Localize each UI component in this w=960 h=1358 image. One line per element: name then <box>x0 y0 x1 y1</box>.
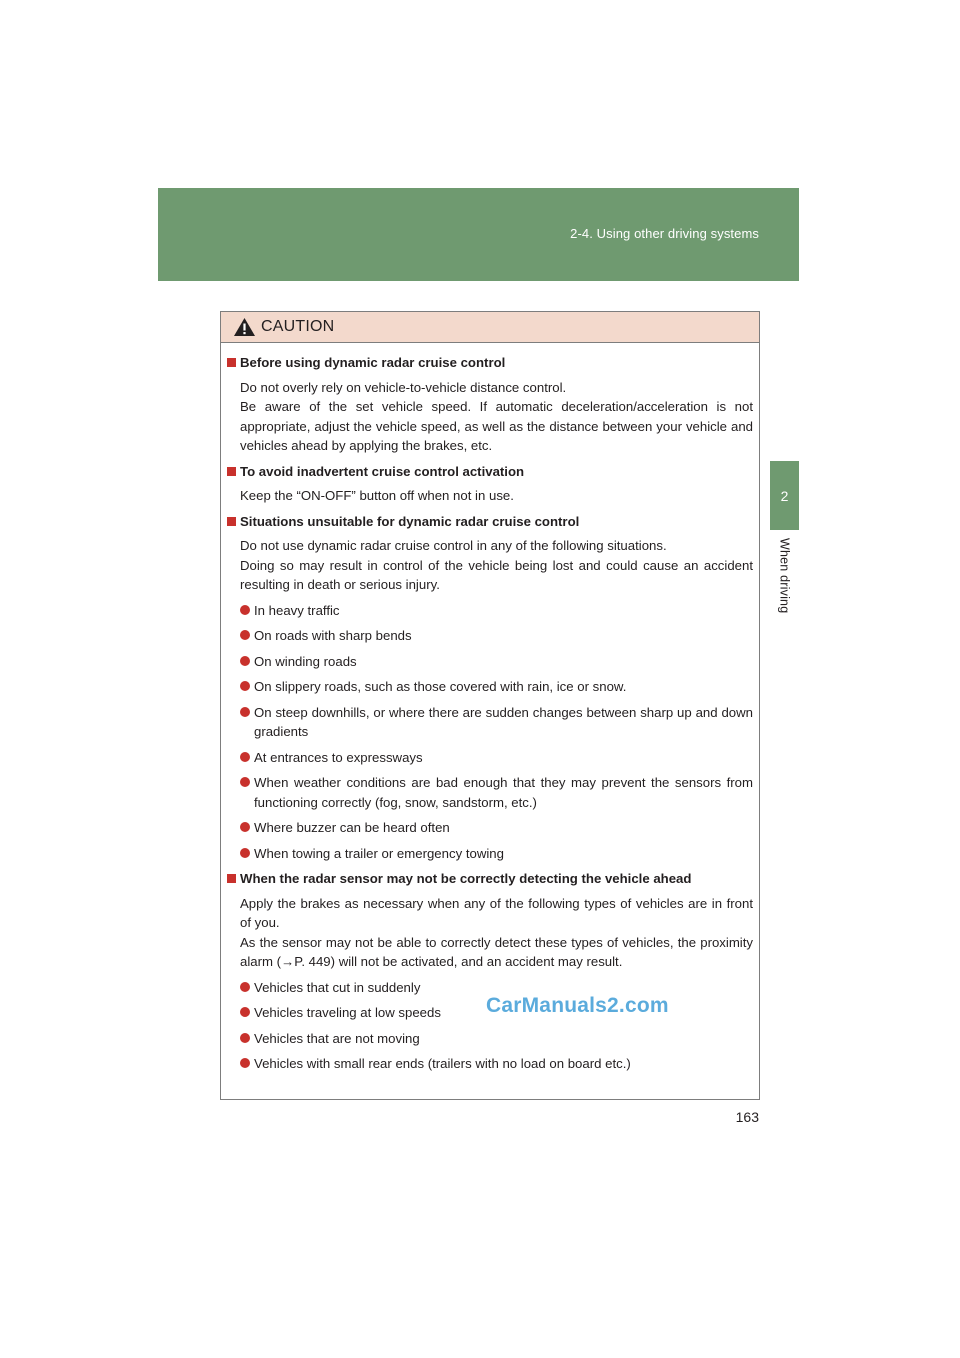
red-dot-icon <box>240 848 250 858</box>
list-item-text: When weather conditions are bad enough that they may prevent the sensors from functioning correctly (fog, snow, sandstorm, etc.) <box>254 775 753 810</box>
paragraph-group <box>227 894 753 972</box>
list-item-text: Vehicles with small rear ends (trailers with no load on board etc.) <box>254 1056 631 1071</box>
list-item-text: On steep downhills, or where there are sudden changes between sharp up and down gradients <box>254 704 753 739</box>
paragraph-group <box>227 536 753 595</box>
section-heading-text: Situations unsuitable for dynamic radar cruise control <box>240 513 580 529</box>
list-item <box>240 818 753 838</box>
list-item <box>240 1054 753 1074</box>
section-heading <box>227 869 753 889</box>
bullet-list <box>240 601 753 864</box>
section-heading-text: When the radar sensor may not be correctly detecting the vehicle ahead <box>240 871 692 886</box>
caution-box <box>220 311 760 1100</box>
caution-body <box>221 343 759 1074</box>
red-square-icon <box>227 874 236 883</box>
red-dot-icon <box>240 656 250 666</box>
list-item <box>240 601 753 621</box>
section-heading-text: Before using dynamic radar cruise control <box>240 355 506 370</box>
section-heading <box>227 462 753 482</box>
list-item <box>240 844 753 864</box>
watermark: CarManuals2.com <box>486 994 669 1017</box>
paragraph: Be aware of the set vehicle speed. If automatic deceleration/acceleration is not appropriate, adjust the vehicle speed, as well as the distance between your vehicle and vehicles ahead by applying the brakes, etc. <box>240 399 753 453</box>
list-item <box>240 652 753 672</box>
red-dot-icon <box>240 630 250 640</box>
list-item <box>240 1029 753 1049</box>
paragraph: Apply the brakes as necessary when any of the following types of vehicles are in front of you. <box>240 895 753 930</box>
chapter-label: When driving <box>777 538 792 614</box>
paragraph: Do not overly rely on vehicle-to-vehicle distance control. <box>240 379 567 395</box>
list-item-text: At entrances to expressways <box>254 749 423 765</box>
paragraph: As the sensor may not be able to correctly detect these types of vehicles, the proximity alarm (→P. 449) will not be activated, and an accident may result. <box>240 934 753 969</box>
list-item <box>240 748 753 768</box>
paragraph: Do not use dynamic radar cruise control in any of the following situations. <box>240 538 667 553</box>
bullet-list <box>240 978 753 1074</box>
list-item <box>240 626 753 646</box>
chapter-tab[interactable] <box>770 461 799 530</box>
red-dot-icon <box>240 707 250 717</box>
list-item-text: On winding roads <box>254 653 357 669</box>
red-dot-icon <box>240 1033 250 1043</box>
paragraph: Doing so may result in control of the vehicle being lost and could cause an accident resulting in death or serious injury. <box>240 557 753 592</box>
red-square-icon <box>227 467 236 476</box>
caution-section <box>227 869 753 1074</box>
section-heading <box>227 353 753 373</box>
caution-header <box>221 312 759 343</box>
section-heading-text: To avoid inadvertent cruise control activation <box>240 463 525 479</box>
list-item <box>240 677 753 697</box>
list-item <box>240 703 753 742</box>
red-square-icon <box>227 358 236 367</box>
caution-section <box>227 512 753 864</box>
warning-triangle-icon <box>233 317 256 337</box>
list-item-text: On roads with sharp bends <box>254 628 412 643</box>
list-item-text: Vehicles that cut in suddenly <box>254 979 421 995</box>
paragraph-group <box>227 486 753 506</box>
paragraph-group <box>227 378 753 456</box>
list-item-text: Vehicles traveling at low speeds <box>254 1005 441 1020</box>
caution-section <box>227 462 753 506</box>
section-title: 2-4. Using other driving systems <box>570 226 759 241</box>
caution-title: CAUTION <box>261 318 335 335</box>
red-dot-icon <box>240 777 250 787</box>
list-item <box>240 773 753 812</box>
red-dot-icon <box>240 605 250 615</box>
red-dot-icon <box>240 681 250 691</box>
red-dot-icon <box>240 982 250 992</box>
red-square-icon <box>227 517 236 526</box>
list-item-text: Where buzzer can be heard often <box>254 820 450 835</box>
chapter-label-container <box>770 538 799 633</box>
list-item-text: In heavy traffic <box>254 602 340 618</box>
list-item-text: On slippery roads, such as those covered with rain, ice or snow. <box>254 679 627 694</box>
chapter-number: 2 <box>780 487 789 504</box>
red-dot-icon <box>240 752 250 762</box>
list-item-text: When towing a trailer or emergency towing <box>254 845 504 861</box>
red-dot-icon <box>240 1007 250 1017</box>
section-heading <box>227 512 753 532</box>
page-number: 163 <box>735 1109 759 1125</box>
header-band <box>158 188 799 281</box>
paragraph: Keep the “ON-OFF” button off when not in use. <box>240 488 514 503</box>
caution-section <box>227 353 753 456</box>
red-dot-icon <box>240 822 250 832</box>
list-item-text: Vehicles that are not moving <box>254 1030 420 1046</box>
red-dot-icon <box>240 1058 250 1068</box>
